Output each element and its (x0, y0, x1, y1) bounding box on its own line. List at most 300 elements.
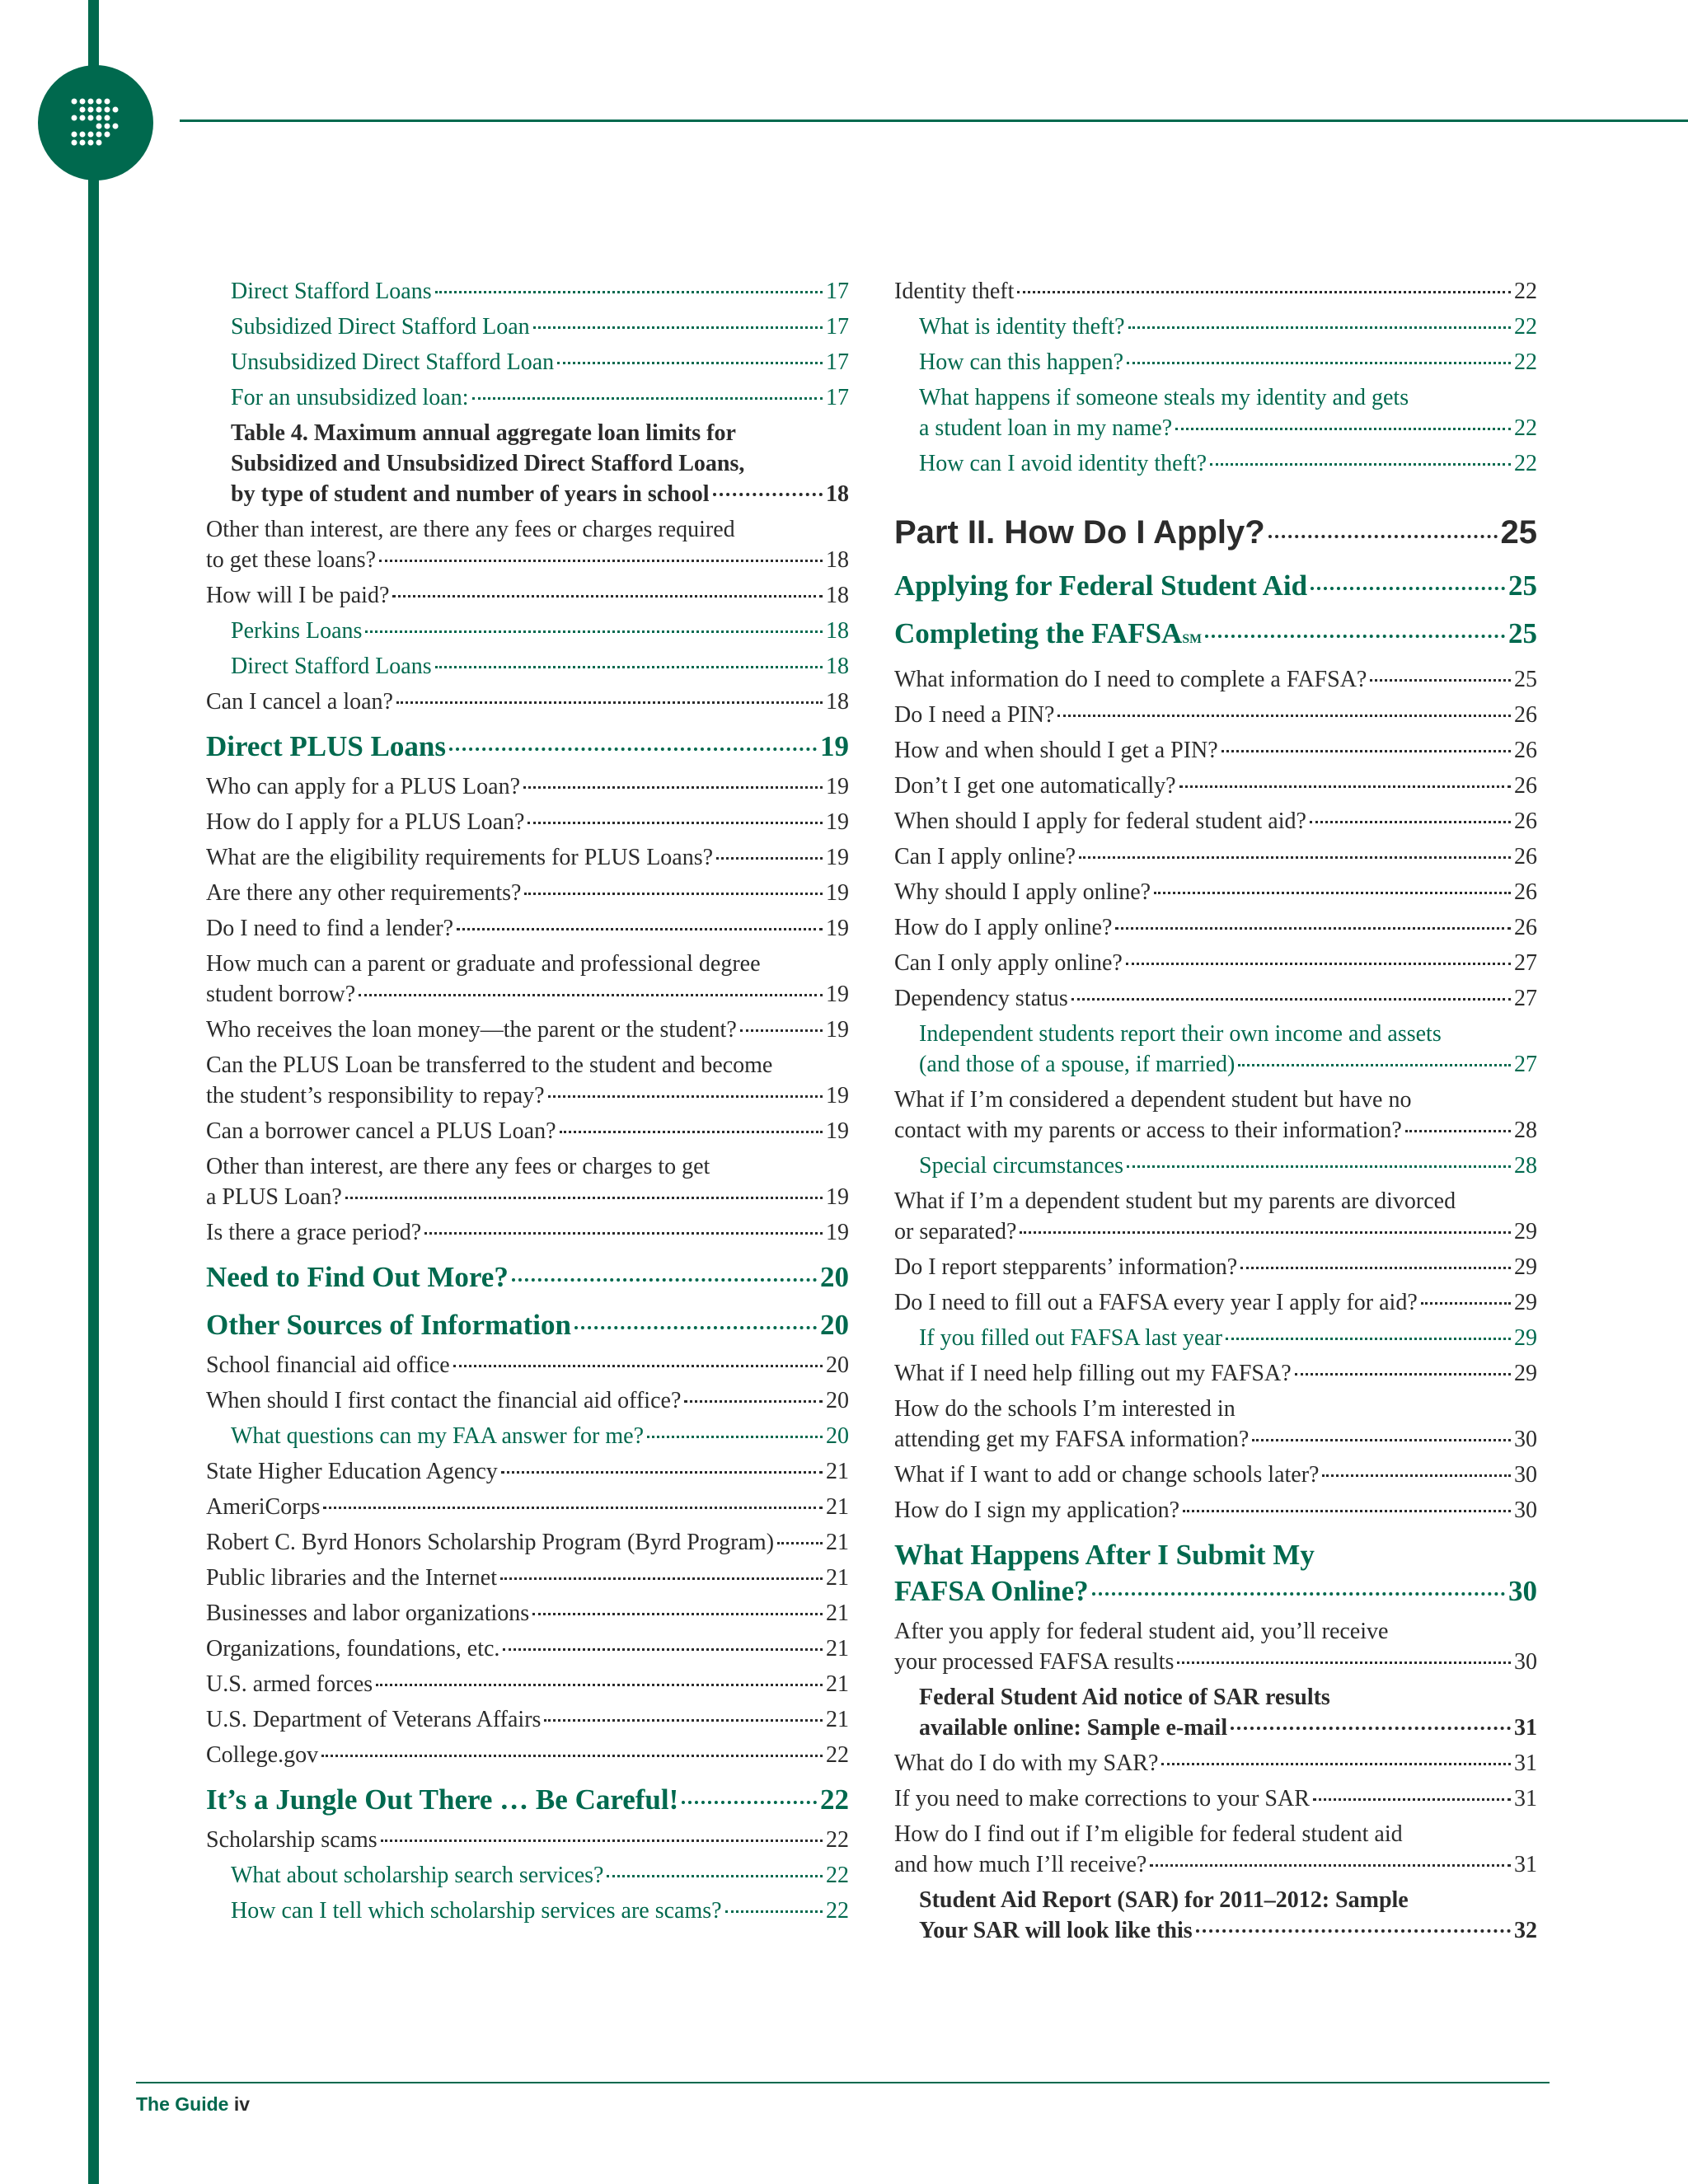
toc-entry[interactable] (206, 729, 849, 765)
toc-entry-title: Can I only apply online? (894, 950, 1123, 976)
toc-entry[interactable] (206, 1598, 849, 1629)
toc-entry[interactable] (206, 1350, 849, 1380)
toc-entry[interactable] (894, 382, 1537, 443)
dot-leader (533, 326, 823, 329)
toc-page-number: 21 (826, 1530, 849, 1555)
toc-page-number: 29 (1514, 1361, 1537, 1386)
toc-entry-title: How do I apply for a PLUS Loan? (206, 809, 525, 835)
dot-leader (435, 291, 823, 293)
toc-entry-title: a PLUS Loan? (206, 1184, 342, 1210)
toc-entry[interactable] (894, 1085, 1537, 1146)
dot-leader (503, 1648, 823, 1651)
toc-page-number: 27 (1514, 1052, 1537, 1077)
toc-page-number: 21 (826, 1636, 849, 1661)
dot-leader (500, 1577, 823, 1580)
toc-entry[interactable] (894, 1460, 1537, 1490)
toc-page-number: 30 (1508, 1575, 1537, 1607)
toc-page-number: 28 (1514, 1153, 1537, 1179)
dot-leader (1311, 587, 1505, 590)
dot-leader (1150, 1864, 1511, 1867)
toc-entry-title: If you need to make corrections to your SAR (894, 1786, 1310, 1811)
dot-leader (725, 1910, 823, 1913)
dot-leader (376, 1684, 823, 1686)
toc-entry-title: Do I report stepparents’ information? (894, 1254, 1238, 1280)
toc-entry-text-line: How do I find out if I’m eligible for federal student aid (894, 1821, 1403, 1847)
toc-entry[interactable] (894, 1819, 1537, 1880)
toc-entry-text-line: Independent students report their own income and assets (919, 1021, 1442, 1047)
toc-entry-title: It’s a Jungle Out There … Be Careful! (206, 1783, 679, 1816)
dot-leader (1310, 821, 1511, 823)
toc-entry-title: What about scholarship search services? (231, 1863, 604, 1888)
dot-leader (532, 1613, 823, 1615)
toc-entry[interactable] (894, 806, 1537, 837)
toc-entry-title: Is there a grace period? (206, 1220, 422, 1245)
toc-entry[interactable] (894, 1287, 1537, 1318)
toc-entry-title: FAFSA Online? (894, 1575, 1089, 1607)
toc-entry-title: Need to Find Out More? (206, 1261, 509, 1293)
toc-page-number: 17 (826, 314, 849, 340)
dot-leader (392, 595, 823, 598)
footer-rule (136, 2082, 1550, 2083)
dot-leader (1210, 463, 1511, 466)
toc-entry-text-line: How do the schools I’m interested in (894, 1396, 1236, 1422)
toc-entry[interactable] (894, 1252, 1537, 1282)
toc-entry-title: Special circumstances (919, 1153, 1124, 1179)
dot-leader (523, 786, 823, 789)
toc-entry-title: Do I need a PIN? (894, 702, 1055, 728)
dot-leader (560, 1131, 823, 1133)
toc-entry-text-line: Student Aid Report (SAR) for 2011–2012: Sample (919, 1887, 1409, 1913)
toc-entry-text-line: What happens if someone steals my identity and gets (919, 385, 1409, 410)
toc-page-number: 29 (1514, 1219, 1537, 1244)
toc-entry[interactable] (206, 771, 849, 802)
dot-leader (524, 893, 823, 895)
toc-page-number: 25 (1500, 514, 1537, 551)
toc-entry[interactable] (206, 1421, 849, 1451)
dot-leader (740, 1029, 823, 1032)
toc-entry-title: Scholarship scams (206, 1827, 377, 1853)
toc-entry[interactable] (894, 664, 1537, 695)
toc-entry-title: How do I sign my application? (894, 1497, 1180, 1523)
toc-entry-title: Dependency status (894, 986, 1068, 1011)
dot-leader (647, 1436, 823, 1438)
toc-entry[interactable] (206, 1259, 849, 1296)
toc-page-number: 21 (826, 1601, 849, 1626)
dot-leader (713, 493, 823, 496)
toc-entry[interactable] (894, 616, 1537, 658)
dot-leader (1154, 892, 1511, 894)
dot-leader (1127, 362, 1511, 364)
toc-page-number: 30 (1514, 1427, 1537, 1452)
toc-entry[interactable] (206, 418, 849, 509)
dot-leader (1322, 1474, 1511, 1477)
toc-page-number: 18 (826, 654, 849, 679)
dot-leader (435, 666, 823, 668)
toc-entry[interactable] (206, 1563, 849, 1593)
toc-entry-text-line: Table 4. Maximum annual aggregate loan limits for (231, 420, 736, 446)
dot-leader (1115, 927, 1511, 930)
toc-entry-title: Other Sources of Information (206, 1309, 571, 1341)
toc-entry[interactable] (894, 312, 1537, 342)
toc-entry[interactable] (206, 1896, 849, 1926)
toc-entry-title: What are the eligibility requirements for PLUS Loans? (206, 845, 714, 870)
toc-entry-title: Direct Stafford Loans (231, 654, 432, 679)
toc-entry-title: Part II. How Do I Apply? (894, 514, 1265, 551)
toc-entry-text-line: Other than interest, are there any fees or charges required (206, 517, 735, 542)
toc-entry-title: How do I apply online? (894, 915, 1113, 940)
dot-leader (365, 630, 823, 633)
toc-page-number: 18 (826, 547, 849, 573)
toc-page-number: 19 (826, 809, 849, 835)
toc-entry-title: Who receives the loan money—the parent or the student? (206, 1017, 737, 1043)
toc-entry-title: Completing the FAFSA (894, 617, 1183, 649)
toc-entry[interactable] (894, 1682, 1537, 1743)
toc-entry[interactable] (894, 841, 1537, 872)
toc-page-number: 19 (826, 1220, 849, 1245)
toc-page-number: 20 (826, 1388, 849, 1413)
toc-entry-text-line: Can the PLUS Loan be transferred to the student and become (206, 1052, 773, 1078)
toc-page-number: 31 (1514, 1852, 1537, 1877)
toc-page-number: 22 (826, 1898, 849, 1924)
dot-leader (453, 1365, 823, 1367)
toc-entry[interactable] (894, 1151, 1537, 1181)
dot-leader (1313, 1798, 1511, 1801)
dot-leader (1057, 715, 1511, 717)
toc-entry[interactable] (206, 1825, 849, 1855)
toc-entry[interactable] (206, 1385, 849, 1416)
toc-page-number: 30 (1514, 1497, 1537, 1523)
toc-entry[interactable] (206, 1669, 849, 1699)
toc-page-number: 21 (826, 1459, 849, 1484)
toc-entry-title: What is identity theft? (919, 314, 1125, 340)
toc-page-number: 22 (826, 1827, 849, 1853)
dot-leader (501, 1471, 823, 1474)
toc-page-number: 19 (820, 730, 849, 762)
toc-entry-title: What do I do with my SAR? (894, 1750, 1159, 1776)
toc-page-number: 22 (1514, 451, 1537, 476)
toc-page-number: 22 (820, 1783, 849, 1816)
toc-entry[interactable] (894, 1783, 1537, 1814)
toc-entry[interactable] (206, 1527, 849, 1558)
toc-entry[interactable] (894, 1358, 1537, 1389)
toc-entry-title: When should I apply for federal student aid? (894, 808, 1306, 834)
dot-leader (716, 857, 823, 860)
dot-leader (424, 1232, 823, 1235)
toc-entry-title: Can I apply online? (894, 844, 1076, 869)
toc-entry[interactable] (206, 1456, 849, 1487)
dot-leader (607, 1875, 823, 1877)
toc-entry[interactable] (206, 807, 849, 837)
dot-leader (682, 1801, 817, 1804)
toc-page-number: 31 (1514, 1715, 1537, 1741)
toc-entry[interactable] (206, 580, 849, 611)
toc-entry-title: Direct Stafford Loans (231, 279, 432, 304)
toc-entry[interactable] (206, 616, 849, 646)
toc-entry[interactable] (894, 771, 1537, 801)
toc-page-number: 18 (826, 689, 849, 715)
dot-leader (777, 1542, 823, 1544)
toc-entry-title: When should I first contact the financial aid office? (206, 1388, 682, 1413)
toc-page-number: 26 (1514, 773, 1537, 799)
toc-page-number: 26 (1514, 879, 1537, 905)
toc-entry[interactable] (894, 1616, 1537, 1677)
toc-entry-title: available online: Sample e-mail (919, 1715, 1228, 1741)
dot-leader (1183, 1510, 1511, 1512)
toc-entry[interactable] (206, 1217, 849, 1248)
toc-entry-title: contact with my parents or access to their information? (894, 1118, 1402, 1143)
toc-entry-text-line: How much can a parent or graduate and professional degree (206, 951, 761, 977)
toc-entry-title: Public libraries and the Internet (206, 1565, 497, 1591)
toc-page-number: 26 (1514, 702, 1537, 728)
toc-entry[interactable] (894, 568, 1537, 604)
toc-entry-title: How can I avoid identity theft? (919, 451, 1207, 476)
toc-entry-title: Businesses and labor organizations (206, 1601, 530, 1626)
dot-leader (1221, 750, 1511, 752)
toc-page-number: 22 (1514, 349, 1537, 375)
toc-entry-text-line: What Happens After I Submit My (894, 1539, 1315, 1571)
page-spine (88, 0, 99, 2184)
toc-page-number: 25 (1508, 617, 1537, 649)
toc-entry-title: What if I want to add or change schools later? (894, 1462, 1320, 1488)
dot-leader (1226, 1338, 1511, 1340)
toc-entry-title: College.gov (206, 1742, 319, 1768)
toc-entry-title: State Higher Education Agency (206, 1459, 498, 1484)
dot-leader (1079, 856, 1511, 859)
toc-entry[interactable] (206, 347, 849, 377)
toc-page-number: 31 (1514, 1750, 1537, 1776)
dot-leader (449, 748, 817, 751)
toc-page-number: 18 (826, 583, 849, 608)
dot-leader (379, 560, 823, 562)
toc-entry[interactable] (206, 1633, 849, 1664)
toc-entry-title: the student’s responsibility to repay? (206, 1083, 545, 1108)
dot-leader (321, 1755, 823, 1757)
toc-entry-title: a student loan in my name? (919, 415, 1173, 441)
toc-page-number: 22 (826, 1742, 849, 1768)
toc-page-number: 27 (1514, 950, 1537, 976)
toc-entry[interactable] (206, 276, 849, 307)
toc-entry[interactable] (894, 1748, 1537, 1779)
toc-page-number: 26 (1514, 808, 1537, 834)
toc-entry-title: Are there any other requirements? (206, 880, 522, 906)
toc-entry-title: Who can apply for a PLUS Loan? (206, 774, 520, 799)
toc-entry[interactable] (894, 1537, 1537, 1610)
dot-leader (544, 1719, 823, 1722)
toc-entry-title: Don’t I get one automatically? (894, 773, 1176, 799)
toc-entry-title: How and when should I get a PIN? (894, 738, 1218, 763)
toc-page-number: 28 (1514, 1118, 1537, 1143)
toc-page-number: 19 (826, 845, 849, 870)
dot-leader (345, 1197, 823, 1199)
toc-entry[interactable] (206, 651, 849, 682)
toc-page-number: 19 (826, 1083, 849, 1108)
dot-leader (1268, 535, 1498, 538)
toc-page-number: 22 (1514, 314, 1537, 340)
toc-entry-title: to get these loans? (206, 547, 377, 573)
header-rule (180, 120, 1688, 122)
footer-page-number: iv (233, 2093, 251, 2115)
toc-entry[interactable] (894, 735, 1537, 766)
toc-entry-title: For an unsubsidized loan: (231, 385, 469, 410)
toc-page-number: 20 (820, 1261, 849, 1293)
toc-page-number: 19 (826, 1017, 849, 1043)
toc-entry[interactable] (894, 948, 1537, 978)
footer-guide-label: The Guide (136, 2093, 229, 2115)
toc-page-number: 30 (1514, 1462, 1537, 1488)
toc-entry[interactable] (894, 1495, 1537, 1526)
toc-entry[interactable] (206, 1307, 849, 1343)
dot-leader (472, 397, 823, 400)
toc-entry-text-line: Other than interest, are there any fees or charges to get (206, 1154, 710, 1179)
toc-entry-title: How can I tell which scholarship services are scams? (231, 1898, 722, 1924)
toc-entry-title: What questions can my FAA answer for me? (231, 1423, 645, 1449)
toc-page-number: 17 (826, 385, 849, 410)
toc-entry[interactable] (206, 514, 849, 575)
toc-entry[interactable] (206, 382, 849, 413)
toc-entry-title: your processed FAFSA results (894, 1649, 1175, 1675)
toc-entry[interactable] (894, 1885, 1537, 1946)
toc-entry-title: Robert C. Byrd Honors Scholarship Program (Byrd Program) (206, 1530, 775, 1555)
toc-page-number: 21 (826, 1671, 849, 1697)
toc-entry-title: What information do I need to complete a FAFSA? (894, 667, 1367, 692)
toc-page-number: 20 (826, 1423, 849, 1449)
toc-entry[interactable] (206, 1782, 849, 1818)
toc-entry[interactable] (206, 1860, 849, 1891)
dot-leader (1179, 785, 1511, 788)
toc-page-number: 18 (826, 618, 849, 644)
toc-entry-title: School financial aid office (206, 1352, 450, 1378)
toc-page-number: 32 (1514, 1918, 1537, 1943)
toc-entry[interactable] (894, 448, 1537, 479)
toc-entry-title: Subsidized Direct Stafford Loan (231, 314, 530, 340)
dot-leader (1092, 1592, 1505, 1596)
dot-leader (1020, 1231, 1511, 1234)
toc-entry[interactable] (894, 512, 1537, 553)
toc-entry[interactable] (894, 1323, 1537, 1353)
toc-entry[interactable] (894, 276, 1537, 307)
toc-entry[interactable] (206, 1740, 849, 1770)
toc-entry-title: attending get my FAFSA information? (894, 1427, 1250, 1452)
toc-right-column (894, 276, 1537, 1951)
dot-leader (1295, 1373, 1511, 1376)
dot-leader (528, 822, 823, 824)
dot-leader (1238, 1064, 1511, 1066)
dot-leader (1231, 1727, 1511, 1730)
dot-leader (1177, 1661, 1511, 1664)
toc-page-number: 17 (826, 349, 849, 375)
dot-leader (1127, 1165, 1511, 1168)
toc-entry-title: How can this happen? (919, 349, 1124, 375)
toc-page-number: 25 (1514, 667, 1537, 692)
toc-entry-title: Do I need to fill out a FAFSA every year I apply for aid? (894, 1290, 1418, 1315)
dot-leader (1128, 326, 1511, 329)
dot-leader (1017, 291, 1511, 293)
dot-leader (1370, 679, 1511, 682)
toc-entry-title: (and those of a spouse, if married) (919, 1052, 1236, 1077)
toc-page-number: 26 (1514, 915, 1537, 940)
toc-entry[interactable] (894, 983, 1537, 1014)
toc-page-number: 29 (1514, 1290, 1537, 1315)
dot-leader (1240, 1267, 1511, 1269)
dot-leader (359, 994, 823, 996)
toc-entry-title: If you filled out FAFSA last year (919, 1325, 1223, 1351)
toc-entry[interactable] (206, 1116, 849, 1146)
toc-entry-title: U.S. armed forces (206, 1671, 373, 1697)
page-footer (136, 2093, 250, 2116)
toc-entry[interactable] (206, 1151, 849, 1212)
toc-entry-title: Identity theft (894, 279, 1015, 304)
toc-entry[interactable] (206, 1492, 849, 1522)
toc-page-number: 22 (1514, 415, 1537, 441)
toc-entry-text-line: Subsidized and Unsubsidized Direct Stafford Loans, (231, 451, 745, 476)
dot-leader (1252, 1439, 1511, 1441)
toc-page-number: 19 (826, 880, 849, 906)
toc-entry[interactable] (206, 312, 849, 342)
toc-entry-title: Unsubsidized Direct Stafford Loan (231, 349, 555, 375)
toc-entry-title: Can a borrower cancel a PLUS Loan? (206, 1118, 556, 1144)
toc-entry[interactable] (206, 949, 849, 1010)
toc-entry[interactable] (894, 877, 1537, 907)
toc-entry[interactable] (894, 347, 1537, 377)
toc-entry[interactable] (206, 1050, 849, 1111)
toc-entry-title: AmeriCorps (206, 1494, 321, 1520)
toc-entry-title: and how much I’ll receive? (894, 1852, 1147, 1877)
toc-entry[interactable] (206, 687, 849, 717)
dot-leader (1405, 1130, 1511, 1132)
toc-page-number: 19 (826, 916, 849, 941)
toc-entry-title: U.S. Department of Veterans Affairs (206, 1707, 542, 1732)
toc-page-number: 22 (826, 1863, 849, 1888)
logo-icon (38, 65, 153, 180)
dot-leader (457, 928, 823, 930)
toc-entry[interactable] (894, 1394, 1537, 1455)
toc-page-number: 25 (1508, 569, 1537, 602)
toc-entry[interactable] (206, 878, 849, 908)
toc-entry[interactable] (894, 1019, 1537, 1080)
dot-leader (548, 1095, 823, 1098)
toc-entry[interactable] (206, 1704, 849, 1735)
dot-leader (1126, 963, 1511, 965)
dot-leader (574, 1326, 817, 1329)
toc-entry[interactable] (206, 842, 849, 873)
toc-entry[interactable] (206, 913, 849, 944)
toc-page-number: 19 (826, 982, 849, 1007)
dot-leader (323, 1507, 823, 1509)
dot-leader (512, 1278, 817, 1282)
toc-entry-title: Do I need to find a lender? (206, 916, 454, 941)
toc-entry-title: How will I be paid? (206, 583, 390, 608)
toc-entry[interactable] (206, 1015, 849, 1045)
toc-entry[interactable] (894, 1186, 1537, 1247)
dot-leader (1161, 1763, 1511, 1765)
toc-entry-title: What if I need help filling out my FAFSA? (894, 1361, 1292, 1386)
toc-page-number: 19 (826, 774, 849, 799)
toc-entry-text-line: What if I’m a dependent student but my parents are divorced (894, 1188, 1456, 1214)
toc-entry-title: Applying for Federal Student Aid (894, 569, 1308, 602)
toc-entry[interactable] (894, 912, 1537, 943)
dot-leader (1196, 1929, 1511, 1933)
toc-entry[interactable] (894, 700, 1537, 730)
toc-page-number: 18 (826, 481, 849, 507)
dot-leader (396, 701, 823, 704)
toc-page-number: 19 (826, 1118, 849, 1144)
toc-entry-title: student borrow? (206, 982, 356, 1007)
dot-leader (1205, 635, 1505, 638)
toc-page-number: 30 (1514, 1649, 1537, 1675)
dot-leader (557, 362, 823, 364)
toc-entry-text-line: Federal Student Aid notice of SAR results (919, 1685, 1330, 1710)
toc-page-number: 26 (1514, 738, 1537, 763)
